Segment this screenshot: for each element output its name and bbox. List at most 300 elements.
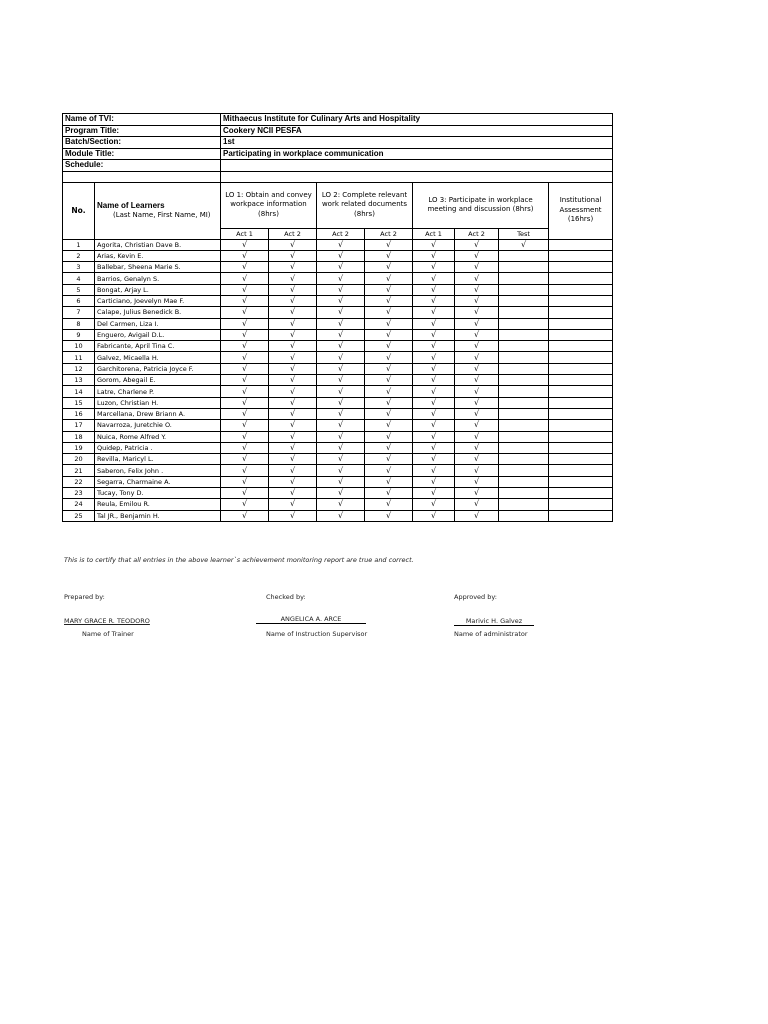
check-cell: √ [455, 431, 499, 442]
check-cell: √ [365, 363, 413, 374]
check-cell: √ [317, 329, 365, 340]
check-cell: √ [221, 476, 269, 487]
prepared-role: Name of Trainer [82, 630, 134, 638]
check-cell: √ [455, 454, 499, 465]
check-cell: √ [413, 442, 455, 453]
check-cell: √ [317, 318, 365, 329]
certification-text: This is to certify that all entries in the above learner`s achievement monitoring report are true and correct. [64, 556, 414, 564]
check-cell: √ [499, 239, 549, 250]
check-cell [549, 273, 613, 284]
check-cell: √ [365, 318, 413, 329]
sub-header: Act 2 [317, 228, 365, 239]
check-cell: √ [269, 420, 317, 431]
learner-number: 14 [63, 386, 95, 397]
info-row-batch [63, 137, 613, 149]
check-cell: √ [221, 262, 269, 273]
learner-name: Arias, Kevin E. [95, 250, 221, 261]
learner-number: 2 [63, 250, 95, 261]
check-cell [499, 352, 549, 363]
table-row [63, 329, 613, 340]
check-cell: √ [317, 408, 365, 419]
learner-number: 23 [63, 488, 95, 499]
check-cell: √ [221, 397, 269, 408]
check-cell: √ [317, 510, 365, 521]
check-cell: √ [413, 318, 455, 329]
check-cell: √ [269, 510, 317, 521]
learner-name: Quidep, Patricia . [95, 442, 221, 453]
institutional-header: Institutional Assessment (16hrs) [549, 182, 613, 239]
table-row [63, 476, 613, 487]
schedule-value [221, 160, 613, 172]
check-cell: √ [269, 307, 317, 318]
check-cell: √ [317, 284, 365, 295]
learner-name: Reula, Emilou R. [95, 499, 221, 510]
check-cell: √ [317, 295, 365, 306]
check-cell: √ [317, 420, 365, 431]
check-cell [549, 375, 613, 386]
check-cell: √ [317, 341, 365, 352]
check-cell: √ [221, 431, 269, 442]
name-header-title: Name of Learners [97, 201, 165, 210]
module-value: Participating in workplace communication [221, 148, 613, 160]
check-cell: √ [269, 375, 317, 386]
check-cell: √ [317, 273, 365, 284]
check-cell: √ [365, 476, 413, 487]
check-cell [499, 420, 549, 431]
check-cell: √ [365, 273, 413, 284]
learner-name: Latre, Charlene P. [95, 386, 221, 397]
learner-name: Luzon, Christian H. [95, 397, 221, 408]
checked-role: Name of Instruction Supervisor [266, 630, 368, 638]
check-cell [549, 250, 613, 261]
check-cell: √ [221, 363, 269, 374]
check-cell: √ [365, 408, 413, 419]
table-row [63, 510, 613, 521]
check-cell: √ [455, 386, 499, 397]
check-cell [499, 329, 549, 340]
info-row-schedule [63, 160, 613, 172]
check-cell: √ [317, 476, 365, 487]
check-cell: √ [221, 420, 269, 431]
check-cell: √ [413, 295, 455, 306]
check-cell: √ [455, 250, 499, 261]
check-cell: √ [317, 262, 365, 273]
learner-name: Enguero, Avigail D.L. [95, 329, 221, 340]
check-cell [549, 442, 613, 453]
check-cell: √ [221, 295, 269, 306]
check-cell: √ [365, 499, 413, 510]
check-cell: √ [365, 250, 413, 261]
prepared-name: MARY GRACE R. TEODORO [64, 617, 150, 625]
check-cell: √ [455, 273, 499, 284]
learner-number: 6 [63, 295, 95, 306]
learner-number: 15 [63, 397, 95, 408]
check-cell [499, 375, 549, 386]
check-cell [549, 352, 613, 363]
check-cell: √ [455, 352, 499, 363]
check-cell: √ [365, 307, 413, 318]
check-cell [499, 318, 549, 329]
check-cell [499, 408, 549, 419]
check-cell [499, 341, 549, 352]
learner-name: Ballebar, Sheena Marie S. [95, 262, 221, 273]
table-row [63, 375, 613, 386]
check-cell: √ [413, 431, 455, 442]
check-cell: √ [221, 510, 269, 521]
checked-name: ANGELICA A. ARCE [256, 615, 366, 624]
check-cell [499, 431, 549, 442]
table-row [63, 499, 613, 510]
learner-name: Nuica, Rome Alfred Y. [95, 431, 221, 442]
table-row [63, 431, 613, 442]
check-cell [549, 284, 613, 295]
check-cell [549, 262, 613, 273]
check-cell [549, 476, 613, 487]
check-cell: √ [269, 454, 317, 465]
check-cell: √ [413, 420, 455, 431]
table-row [63, 386, 613, 397]
table-row [63, 442, 613, 453]
header-row [63, 182, 613, 228]
table-row [63, 318, 613, 329]
learner-number: 16 [63, 408, 95, 419]
check-cell [549, 420, 613, 431]
check-cell [549, 329, 613, 340]
check-cell [549, 431, 613, 442]
lo2-header: LO 2: Complete relevant work related documents (8hrs) [317, 182, 413, 228]
check-cell [499, 273, 549, 284]
table-row [63, 465, 613, 476]
learner-number: 11 [63, 352, 95, 363]
check-cell [549, 239, 613, 250]
check-cell: √ [365, 295, 413, 306]
check-cell: √ [317, 352, 365, 363]
learner-name: Galvez, Micaella H. [95, 352, 221, 363]
check-cell: √ [317, 386, 365, 397]
check-cell: √ [269, 329, 317, 340]
name-header-sub: (Last Name, First Name, MI) [113, 210, 211, 219]
sub-header: Act 1 [413, 228, 455, 239]
check-cell: √ [365, 442, 413, 453]
table-row [63, 408, 613, 419]
check-cell: √ [413, 250, 455, 261]
batch-value: 1st [221, 137, 613, 149]
col-no-header: No. [63, 182, 95, 239]
learner-name: Barrios, Genalyn S. [95, 273, 221, 284]
check-cell: √ [455, 397, 499, 408]
table-row [63, 284, 613, 295]
check-cell: √ [317, 307, 365, 318]
sub-header: Act 2 [455, 228, 499, 239]
check-cell: √ [269, 442, 317, 453]
check-cell: √ [413, 499, 455, 510]
check-cell [499, 488, 549, 499]
check-cell: √ [269, 250, 317, 261]
check-cell [499, 284, 549, 295]
check-cell: √ [269, 295, 317, 306]
check-cell [499, 307, 549, 318]
sub-header: Test [499, 228, 549, 239]
check-cell: √ [365, 397, 413, 408]
learner-name: Bongat, Arjay L. [95, 284, 221, 295]
learner-name: Revilla, Maricyl L. [95, 454, 221, 465]
learner-number: 25 [63, 510, 95, 521]
check-cell [549, 318, 613, 329]
learner-name: Navarroza, Juretchie O. [95, 420, 221, 431]
learner-number: 10 [63, 341, 95, 352]
check-cell: √ [317, 431, 365, 442]
check-cell: √ [269, 341, 317, 352]
check-cell: √ [455, 307, 499, 318]
check-cell: √ [269, 431, 317, 442]
check-cell: √ [365, 454, 413, 465]
check-cell [499, 476, 549, 487]
check-cell [499, 454, 549, 465]
table-row [63, 250, 613, 261]
check-cell: √ [455, 239, 499, 250]
check-cell [549, 454, 613, 465]
approved-label: Approved by: [454, 593, 497, 601]
check-cell [549, 341, 613, 352]
sub-header: Act 2 [269, 228, 317, 239]
learner-number: 4 [63, 273, 95, 284]
check-cell: √ [221, 386, 269, 397]
learner-name: Saberon, Felix John . [95, 465, 221, 476]
check-cell: √ [413, 488, 455, 499]
check-cell [499, 397, 549, 408]
check-cell [499, 386, 549, 397]
check-cell [549, 295, 613, 306]
check-cell: √ [455, 262, 499, 273]
learner-number: 8 [63, 318, 95, 329]
batch-label: Batch/Section: [63, 137, 221, 149]
check-cell: √ [413, 273, 455, 284]
lo3-header: LO 3: Participate in workplace meeting and discussion (8hrs) [413, 182, 549, 228]
check-cell: √ [455, 284, 499, 295]
check-cell: √ [221, 341, 269, 352]
check-cell: √ [221, 499, 269, 510]
check-cell: √ [413, 329, 455, 340]
module-label: Module Title: [63, 148, 221, 160]
check-cell: √ [221, 307, 269, 318]
learner-number: 1 [63, 239, 95, 250]
check-cell: √ [221, 284, 269, 295]
check-cell: √ [269, 488, 317, 499]
check-cell: √ [365, 488, 413, 499]
check-cell: √ [365, 431, 413, 442]
check-cell: √ [413, 307, 455, 318]
learner-name: Garchitorena, Patricia Joyce F. [95, 363, 221, 374]
check-cell: √ [221, 465, 269, 476]
check-cell: √ [269, 397, 317, 408]
check-cell: √ [455, 476, 499, 487]
check-cell: √ [413, 397, 455, 408]
learner-number: 21 [63, 465, 95, 476]
check-cell [549, 408, 613, 419]
learner-name: Segarra, Charmaine A. [95, 476, 221, 487]
table-row [63, 454, 613, 465]
check-cell [499, 295, 549, 306]
learner-number: 24 [63, 499, 95, 510]
lo1-header: LO 1: Obtain and convey workpace information (8hrs) [221, 182, 317, 228]
program-label: Program Title: [63, 125, 221, 137]
schedule-label: Schedule: [63, 160, 221, 172]
table-row [63, 363, 613, 374]
learner-name: Carticiano, Joevelyn Mae F. [95, 295, 221, 306]
check-cell: √ [365, 284, 413, 295]
check-cell [549, 386, 613, 397]
approved-role: Name of administrator [454, 630, 528, 638]
check-cell [549, 510, 613, 521]
check-cell: √ [455, 465, 499, 476]
check-cell [499, 442, 549, 453]
report-table [62, 113, 613, 522]
check-cell [549, 499, 613, 510]
check-cell [499, 499, 549, 510]
info-row-program [63, 125, 613, 137]
check-cell [499, 510, 549, 521]
check-cell [499, 262, 549, 273]
check-cell: √ [365, 341, 413, 352]
check-cell: √ [221, 408, 269, 419]
learner-number: 22 [63, 476, 95, 487]
check-cell: √ [413, 386, 455, 397]
check-cell: √ [317, 488, 365, 499]
check-cell: √ [455, 488, 499, 499]
check-cell: √ [365, 510, 413, 521]
check-cell: √ [413, 476, 455, 487]
check-cell: √ [413, 284, 455, 295]
check-cell: √ [455, 499, 499, 510]
check-cell: √ [413, 363, 455, 374]
table-row [63, 397, 613, 408]
check-cell: √ [269, 386, 317, 397]
check-cell: √ [455, 318, 499, 329]
check-cell: √ [365, 352, 413, 363]
check-cell: √ [269, 273, 317, 284]
check-cell: √ [317, 363, 365, 374]
check-cell: √ [365, 386, 413, 397]
check-cell: √ [221, 329, 269, 340]
check-cell: √ [413, 510, 455, 521]
check-cell: √ [317, 250, 365, 261]
learner-name: Gorom, Abegail E. [95, 375, 221, 386]
check-cell: √ [221, 375, 269, 386]
spacer-row [63, 171, 613, 182]
check-cell: √ [317, 465, 365, 476]
check-cell: √ [365, 465, 413, 476]
check-cell [549, 397, 613, 408]
check-cell [499, 363, 549, 374]
table-row [63, 352, 613, 363]
check-cell: √ [413, 408, 455, 419]
check-cell: √ [365, 239, 413, 250]
check-cell: √ [269, 363, 317, 374]
tvi-label: Name of TVI: [63, 114, 221, 126]
check-cell: √ [317, 454, 365, 465]
table-row [63, 262, 613, 273]
check-cell: √ [221, 318, 269, 329]
check-cell [499, 465, 549, 476]
approved-name: Marivic H. Galvez [454, 617, 534, 626]
table-row [63, 420, 613, 431]
check-cell: √ [269, 284, 317, 295]
col-name-header [95, 182, 221, 239]
check-cell: √ [455, 341, 499, 352]
table-row [63, 307, 613, 318]
check-cell: √ [269, 499, 317, 510]
check-cell: √ [455, 420, 499, 431]
check-cell [499, 250, 549, 261]
check-cell: √ [455, 375, 499, 386]
check-cell: √ [221, 250, 269, 261]
learner-name: Del Carmen, Liza I. [95, 318, 221, 329]
learner-number: 17 [63, 420, 95, 431]
program-value: Cookery NCII PESFA [221, 125, 613, 137]
check-cell: √ [413, 352, 455, 363]
check-cell: √ [269, 465, 317, 476]
learner-name: Marcellana, Drew Briann A. [95, 408, 221, 419]
check-cell: √ [269, 239, 317, 250]
checked-label: Checked by: [266, 593, 306, 601]
info-row-tvi [63, 114, 613, 126]
table-row [63, 239, 613, 250]
check-cell: √ [317, 239, 365, 250]
check-cell: √ [413, 454, 455, 465]
table-row [63, 295, 613, 306]
check-cell: √ [221, 442, 269, 453]
monitoring-report-sheet [62, 113, 612, 522]
check-cell: √ [455, 329, 499, 340]
check-cell: √ [221, 488, 269, 499]
learner-number: 13 [63, 375, 95, 386]
check-cell: √ [269, 352, 317, 363]
table-row [63, 488, 613, 499]
check-cell: √ [317, 442, 365, 453]
check-cell: √ [365, 375, 413, 386]
check-cell: √ [413, 239, 455, 250]
learner-number: 18 [63, 431, 95, 442]
check-cell [549, 465, 613, 476]
learner-number: 3 [63, 262, 95, 273]
table-row [63, 273, 613, 284]
sub-header: Act 2 [365, 228, 413, 239]
check-cell: √ [413, 375, 455, 386]
prepared-label: Prepared by: [64, 593, 105, 601]
learner-number: 5 [63, 284, 95, 295]
learner-name: Tal JR., Benjamin H. [95, 510, 221, 521]
check-cell: √ [413, 465, 455, 476]
check-cell: √ [455, 510, 499, 521]
check-cell: √ [269, 408, 317, 419]
tvi-value: Mithaecus Institute for Culinary Arts and Hospitality [221, 114, 613, 126]
learner-number: 20 [63, 454, 95, 465]
learner-name: Tucay, Tony D. [95, 488, 221, 499]
check-cell: √ [269, 262, 317, 273]
info-row-module [63, 148, 613, 160]
check-cell: √ [413, 262, 455, 273]
check-cell: √ [269, 476, 317, 487]
sub-header: Act 1 [221, 228, 269, 239]
check-cell: √ [455, 442, 499, 453]
check-cell: √ [269, 318, 317, 329]
learner-name: Fabricante, April Tina C. [95, 341, 221, 352]
check-cell: √ [365, 420, 413, 431]
check-cell: √ [221, 454, 269, 465]
learner-number: 12 [63, 363, 95, 374]
learner-number: 9 [63, 329, 95, 340]
check-cell: √ [413, 341, 455, 352]
